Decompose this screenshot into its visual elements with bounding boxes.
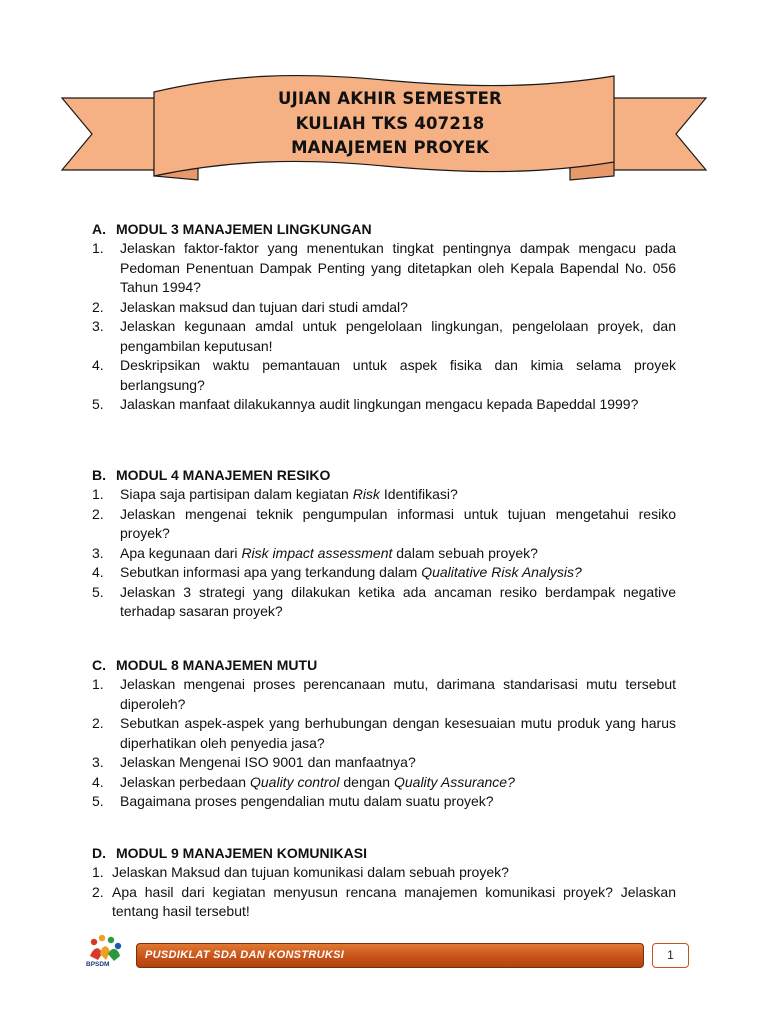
section-b (92, 465, 676, 622)
section-d (92, 843, 676, 922)
question-item: 5. Jelaskan 3 strategi yang dilakukan ketika ada ancaman resiko berdampak negative terhadap sasaran proyek? (92, 583, 676, 619)
question-item: 4. Jelaskan perbedaan Quality control dengan Quality Assurance? (92, 773, 515, 790)
question-item: 3. Jelaskan kegunaan amdal untuk pengelolaan lingkungan, pengelolaan proyek, dan pengambilan keputusan! (92, 318, 676, 354)
question-item: 2. Apa hasil dari kegiatan menyusun rencana manajemen komunikasi proyek? Jelaskan tentang hasil tersebut! (92, 883, 676, 919)
question-item: 4. Deskripsikan waktu pemantauan untuk aspek fisika dan kimia selama proyek berlangsung? (92, 357, 676, 393)
question-item: 1. Jelaskan mengenai proses perencanaan mutu, darimana standarisasi mutu tersebut diperoleh? (92, 676, 676, 712)
question-item: 3. Apa kegunaan dari Risk impact assessment dalam sebuah proyek? (92, 544, 538, 561)
section-a (92, 219, 676, 415)
question-item: 1. Jelaskan Maksud dan tujuan komunikasi dalam sebuah proyek? (92, 864, 509, 880)
section-heading: B. MODUL 4 MANAJEMEN RESIKO (92, 467, 331, 483)
question-item: 5. Bagaimana proses pengendalian mutu dalam suatu proyek? (92, 793, 494, 809)
question-item: 2. Jelaskan mengenai teknik pengumpulan informasi untuk tujuan mengetahui resiko proyek? (92, 505, 676, 541)
section-heading: D. MODUL 9 MANAJEMEN KOMUNIKASI (92, 845, 367, 861)
question-item: 4. Sebutkan informasi apa yang terkandung dalam Qualitative Risk Analysis? (92, 564, 582, 580)
footer-label: PUSDIKLAT SDA DAN KONSTRUKSI (145, 949, 345, 961)
question-item: 2. Sebutkan aspek-aspek yang berhubungan dengan kesesuaian mutu produk yang harus diperhatikan oleh penyedia jasa? (92, 715, 676, 751)
question-item: 3. Jelaskan Mengenai ISO 9001 dan manfaatnya? (92, 754, 416, 770)
exam-title: UJIAN AKHIR SEMESTER (278, 89, 502, 108)
question-item: 2. Jelaskan maksud dan tujuan dari studi amdal? (92, 298, 408, 315)
bpsdm-logo-icon (84, 934, 128, 980)
course-code: KULIAH TKS 407218 (295, 114, 485, 133)
question-item: 1. Jelaskan faktor-faktor yang menentukan tingkat pentingnya dampak mengacu pada Pedoman Penentuan Dampak Penting yang ditetapkan oleh Kepala Bapendal No. 056 Tahun 1994? (92, 240, 676, 295)
course-name: MANAJEMEN PROYEK (291, 138, 489, 157)
question-item: 1. Siapa saja partisipan dalam kegiatan Risk Identifikasi? (92, 486, 458, 502)
section-c (92, 655, 676, 812)
page-number: 1 (652, 943, 689, 968)
section-heading: A. MODUL 3 MANAJEMEN LINGKUNGAN (92, 221, 372, 237)
footer-bar (136, 943, 644, 968)
section-heading: C. MODUL 8 MANAJEMEN MUTU (92, 657, 318, 673)
question-item: 5. Jalaskan manfaat dilakukannya audit lingkungan mengacu kepada Bapeddal 1999? (92, 396, 639, 412)
logo-label: BPSDM (86, 961, 110, 968)
